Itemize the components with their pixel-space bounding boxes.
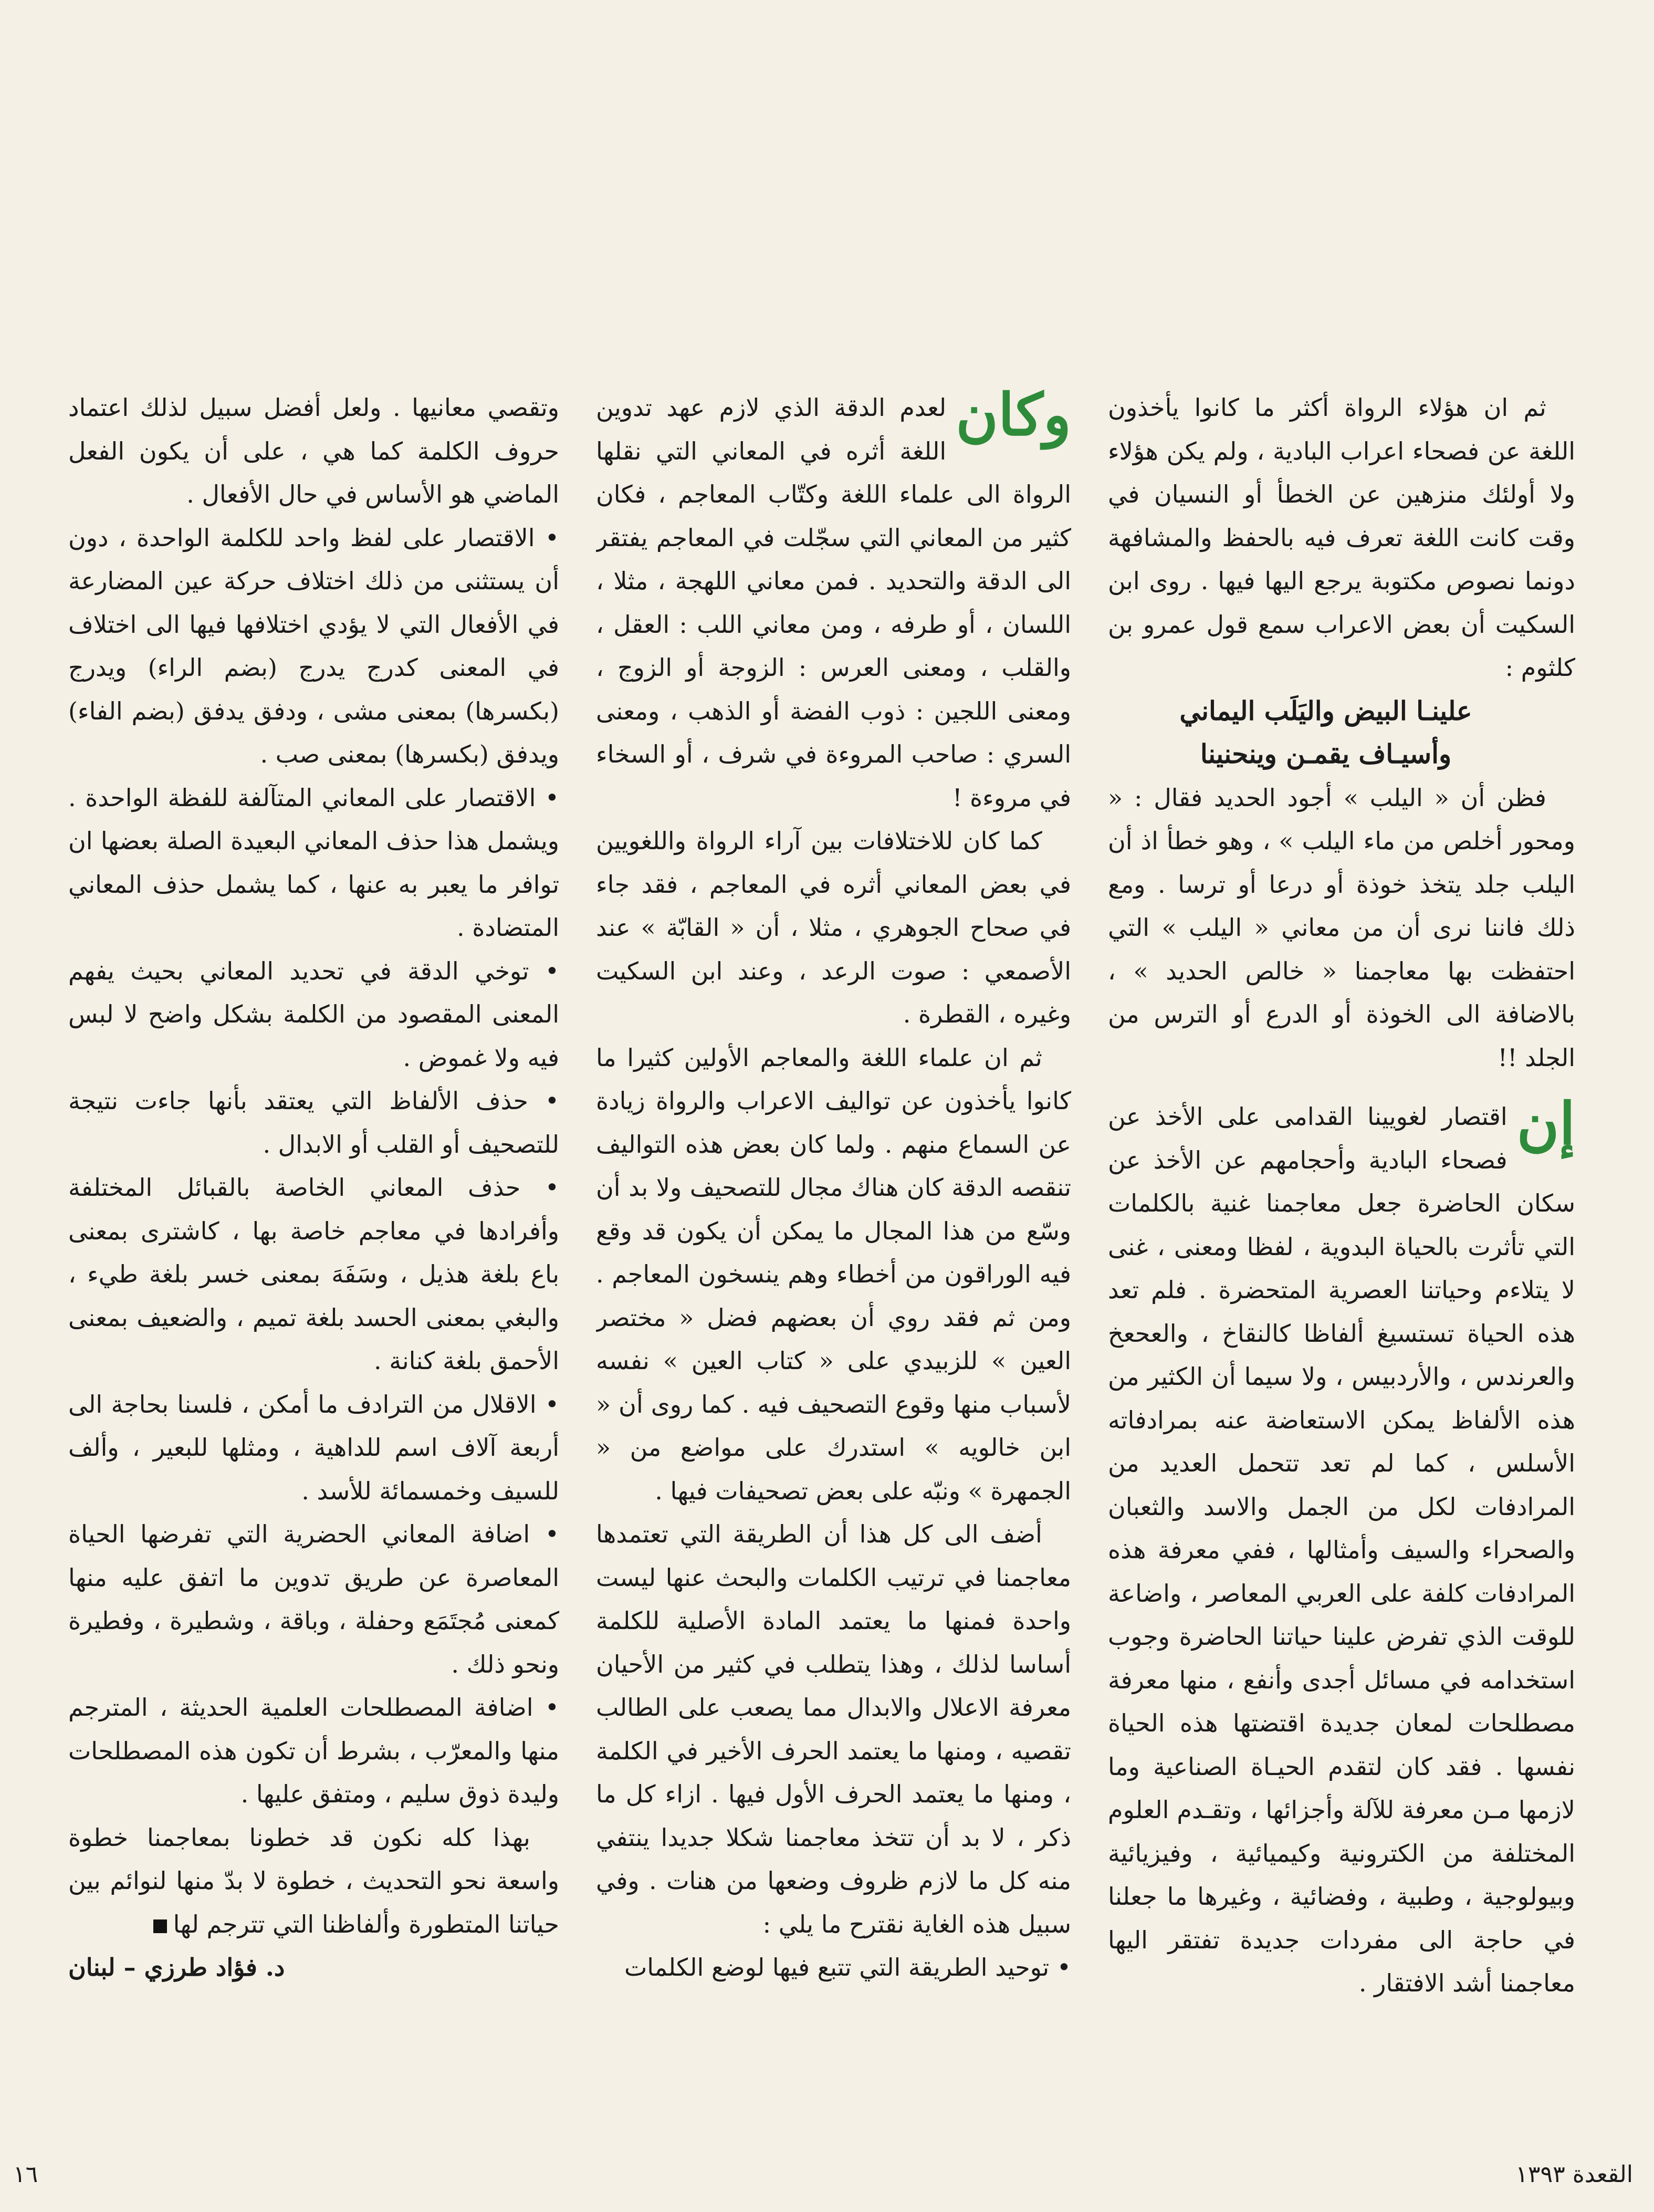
end-mark-icon xyxy=(153,1919,167,1933)
paragraph-text: بهذا كله نكون قد خطونا بمعاجمنا خطوة واسعة نحو التحديث ، خطوة لا بدّ منها لنوائم بين حياتنا المتطورة وألفاظنا التي تترجم لها xyxy=(68,1823,559,1938)
list-item: • الاقتصار على المعاني المتآلفة للفظة الواحدة . ويشمل هذا حذف المعاني البعيدة الصلة بعضها ان توافر ما يعبر به عنها ، كما يشمل حذف المعاني المتضادة . xyxy=(68,776,559,950)
paragraph: ثم ان هؤلاء الرواة أكثر ما كانوا يأخذون اللغة عن فصحاء اعراب البادية ، ولم يكن هؤلاء ولا أولئك منزهين عن الخطأ أو النسيان في وقت كانت اللغة تعرف فيه بالحفظ والمشافهة دونما نصوص مكتوبة يرجع اليها فيها . روى ابن السكيت أن بعض الاعراب سمع قول عمرو بن كلثوم : xyxy=(1108,393,1575,682)
list-item: • توخي الدقة في تحديد المعاني بحيث يفهم المعنى المقصود من الكلمة بشكل واضح لا لبس فيه ولا غموض . xyxy=(68,950,559,1080)
list-item: • توحيد الطريقة التي تتبع فيها لوضع الكلمات xyxy=(596,1946,1071,1989)
list-item: • الاقلال من الترادف ما أمكن ، فلسنا بحاجة الى أربعة آلاف اسم للداهية ، ومثلها للبعير ، وألف للسيف وخمسمائة للأسد . xyxy=(68,1383,559,1513)
paragraph: كما كان للاختلافات بين آراء الرواة واللغويين في بعض المعاني أثره في المعاجم ، فقد جاء في صحاح الجوهري ، مثلا ، أن « القابّة » عند الأصمعي : صوت الرعد ، وعند ابن السكيت وغيره ، القطرة . xyxy=(596,827,1071,1028)
paragraph: وتقصي معانيها . ولعل أفضل سبيل لذلك اعتماد حروف الكلمة كما هي ، على أن يكون الفعل الماضي هو الأساس في حال الأفعال . xyxy=(68,393,559,508)
list-item: • اضافة المعاني الحضرية التي تفرضها الحياة المعاصرة عن طريق تدوين ما اتفق عليه منها كمعنى مُجتَمَع وحفلة ، وباقة ، وشطيرة ، وفطيرة ونحو ذلك . xyxy=(68,1512,559,1686)
closing-paragraph xyxy=(68,1816,559,1946)
paragraph-with-dropword xyxy=(1108,1090,1575,2005)
drop-word: وكان xyxy=(956,386,1071,448)
paragraph-with-dropword xyxy=(596,386,1071,819)
text-column-left xyxy=(68,386,559,2119)
text-column-middle xyxy=(596,386,1071,2119)
list-item: • اضافة المصطلحات العلمية الحديثة ، المترجم منها والمعرّب ، بشرط أن تكون هذه المصطلحات وليدة ذوق سليم ، ومتفق عليها . xyxy=(68,1686,559,1816)
list-item: • حذف الألفاظ التي يعتقد بأنها جاءت نتيجة للتصحيف أو القلب أو الابدال . xyxy=(68,1079,559,1166)
poem-verse-1: علينـا البيض واليَلَب اليماني xyxy=(1179,695,1472,726)
list-item: • حذف المعاني الخاصة بالقبائل المختلفة وأفرادها في معاجم خاصة بها ، كاشترى بمعنى باع بلغة هذيل ، وسَفَهَ بمعنى خسر بلغة طيء ، والبغي بمعنى الحسد بلغة تميم ، والضعيف بمعنى الأحمق بلغة كنانة . xyxy=(68,1166,559,1383)
paragraph: فظن أن « اليلب » أجود الحديد فقال : « ومحور أخلص من ماء اليلب » ، وهو خطأ اذ أن اليلب جلد يتخذ خوذة أو درعا أو ترسا . ومع ذلك فاننا نرى أن من معاني « اليلب » التي احتفظت بها معاجمنا « خالص الحديد » ، بالاضافة الى الخوذة أو الدرع أو الترس من الجلد !! xyxy=(1108,783,1575,1072)
issue-date: القعدة ١٣٩٣ xyxy=(1515,2161,1633,2188)
paragraph: أضف الى كل هذا أن الطريقة التي تعتمدها معاجمنا في ترتيب الكلمات والبحث عنها ليست واحدة فمنها ما يعتمد المادة الأصلية للكلمة أساسا لذلك ، وهذا يتطلب في كثير من الأحيان معرفة الاعلال والابدال مما يصعب على الطالب تقصيه ، ومنها ما يعتمد الحرف الأخير في الكلمة ، ومنها ما يعتمد الحرف الأول فيها . ازاء كل ما ذكر ، لا بد أن تتخذ معاجمنا شكلا جديدا ينتفي منه كل ما لازم ظروف وضعها من هنات . وفي سبيل هذه الغاية نقترح ما يلي : xyxy=(596,1520,1071,1938)
drop-word: إن xyxy=(1516,1090,1575,1157)
text-column-right xyxy=(1108,386,1575,2119)
paragraph: ثم ان علماء اللغة والمعاجم الأولين كثيرا ما كانوا يأخذون عن تواليف الاعراب والرواة زيادة عن السماع منهم . ولما كان بعض هذه التواليف تنقصه الدقة كان هناك مجال للتصحيف ولا بد أن وسّع من هذا المجال ما يمكن أن يكون قد وقع فيه الوراقون من أخطاء وهم ينسخون المعاجم . ومن ثم فقد روي أن بعضهم فضل « مختصر العين » للزبيدي على « كتاب العين » نفسه لأسباب منها وقوع التصحيف فيه . كما روى أن « ابن خالويه » استدرك على مواضع من « الجمهرة » ونبّه على بعض تصحيفات فيها . xyxy=(596,1043,1071,1505)
author-signature: د. فؤاد طرزي – لبنان xyxy=(68,1953,285,1981)
page-number: ١٦ xyxy=(13,2161,38,2188)
poem-verse-2: وأسيـاف يقمـن وينحنينا xyxy=(1200,738,1452,769)
paragraph-text: اقتصار لغويينا القدامى على الأخذ عن فصحاء البادية وأحجامهم عن الأخذ عن سكان الحاضرة جعل معاجمنا غنية بالكلمات التي تأثرت بالحياة البدوية ، لفظا ومعنى ، غنى لا يتلاءم وحياتنا العصرية المتحضرة . فلم تعد هذه الحياة تستسيغ ألفاظا كالنقاخ ، والعحعخ والعرندس ، والأردبيس ، ولا سيما أن الكثير من هذه الألفاظ يمكن الاستعاضة عنه بمرادفاته الأسلس ، كما لم تعد تتحمل العديد من المرادفات لكل من الجمل والاسد والثعبان والصحراء والسيف وأمثالها ، ففي معرفة هذه المرادفات كلفة على العربي المعاصر ، واضاعة للوقت الذي تفرض علينا حياتنا الحاضرة وجوب استخدامه في مسائل أجدى وأنفع ، منها معرفة مصطلحات لمعان جديدة اقتضتها هذه الحياة نفسها . فقد كان لتقدم الحيـاة الصناعية وما لازمها مـن معرفة للآلة وأجزائها ، وتقـدم العلوم المختلفة من الكترونية وكيميائية ، وفيزيائية وبيولوجية ، وطبية ، وفضائية ، وغيرها ما جعلنا في حاجة الى مفردات جديدة تفتقر اليها معاجمنا أشد الافتقار . xyxy=(1108,1102,1575,1997)
list-item: • الاقتصار على لفظ واحد للكلمة الواحدة ، دون أن يستثنى من ذلك اختلاف حركة عين المضارعة في الأفعال التي لا يؤدي اختلافها فيها الى اختلاف في المعنى كدرج يدرج (بضم الراء) ويدرج (بكسرها) بمعنى مشى ، ودفق يدفق (بضم الفاء) ويدفق (بكسرها) بمعنى صب . xyxy=(68,516,559,776)
paragraph-text: لعدم الدقة الذي لازم عهد تدوين اللغة أثره في المعاني التي نقلها الرواة الى علماء اللغة وكتّاب المعاجم ، فكان كثير من المعاني التي سجّلت في المعاجم يفتقر الى الدقة والتحديد . فمن معاني اللهجة ، مثلا ، اللسان ، أو طرفه ، ومن معاني اللب : العقل ، والقلب ، ومعنى العرس : الزوجة أو الزوج ، ومعنى اللجين : ذوب الفضة أو الذهب ، ومعنى السري : صاحب المروءة في شرف ، أو السخاء في مروءة ! xyxy=(596,393,1071,812)
